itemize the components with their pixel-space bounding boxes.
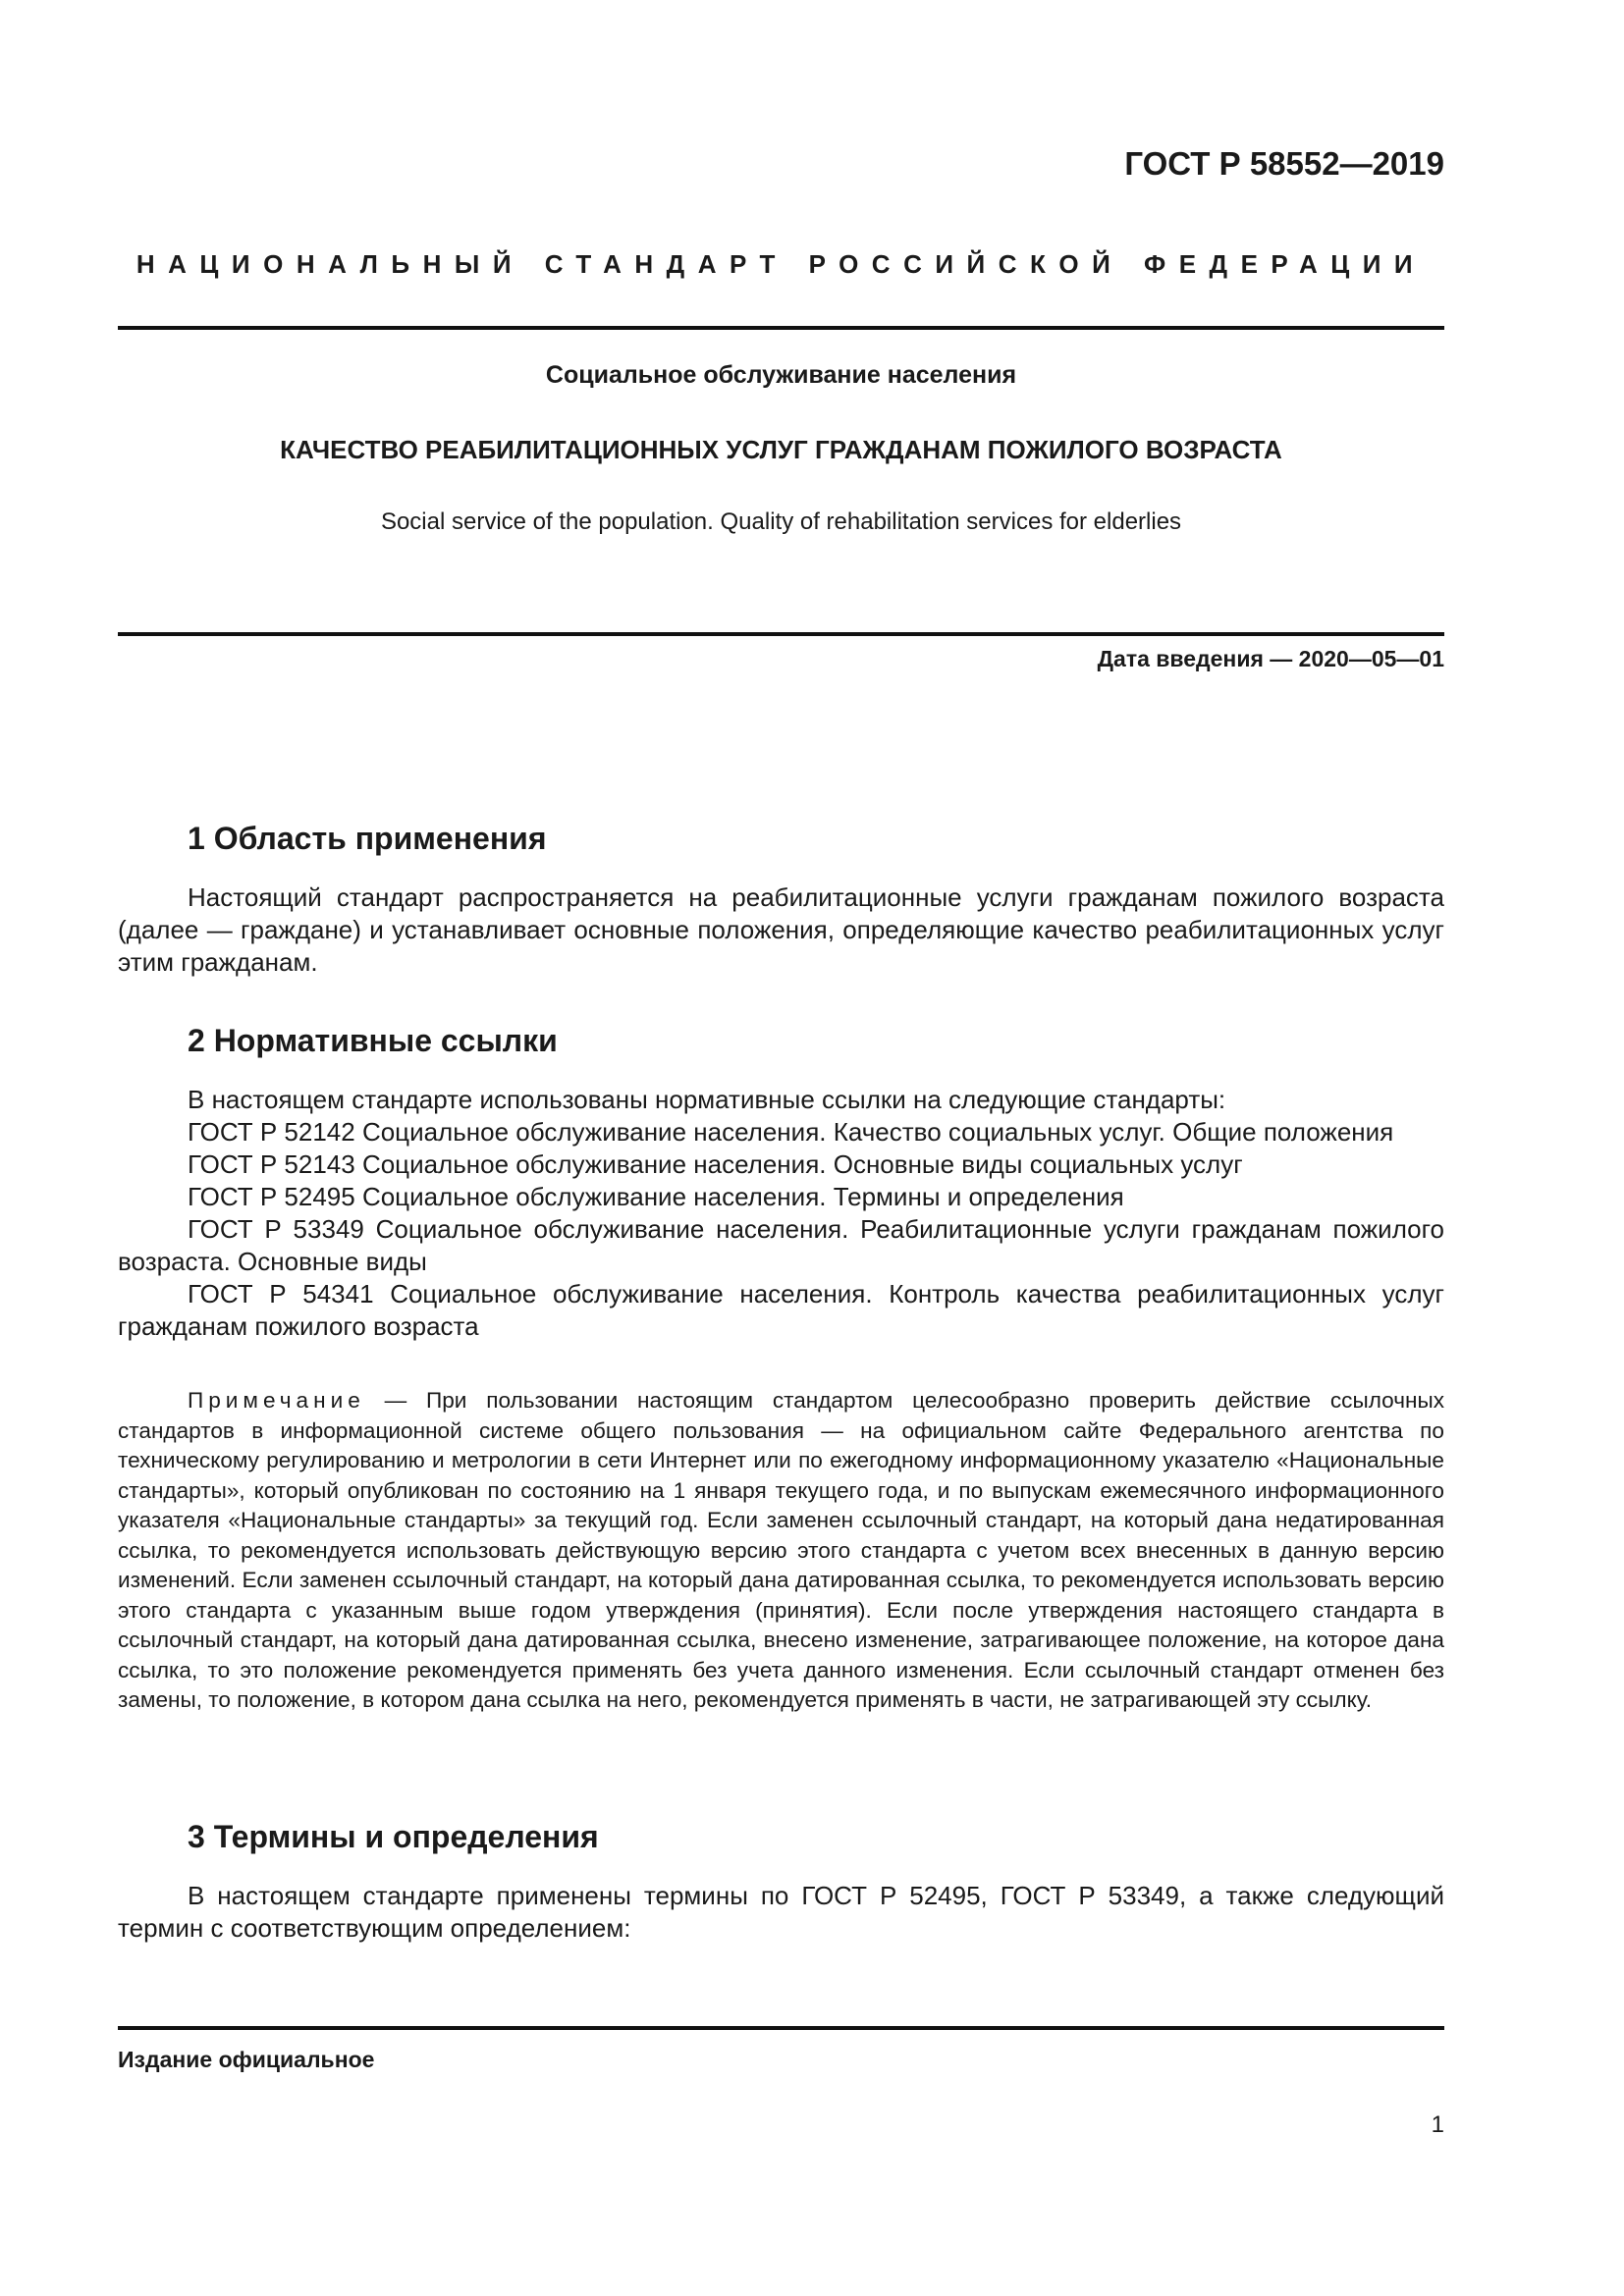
section-2-list: [118, 1084, 1444, 1343]
document-subtitle: Социальное обслуживание населения: [545, 361, 1017, 389]
reference-item: ГОСТ Р 52495 Социальное обслуживание населения. Термины и определения: [188, 1182, 1124, 1211]
top-rule: [118, 326, 1444, 330]
english-title: Social service of the population. Quality of rehabilitation services for elderlies: [380, 508, 1182, 535]
note-label: Примечание: [188, 1388, 365, 1413]
footer-rule: [118, 2026, 1444, 2030]
section-1-paragraph: Настоящий стандарт распространяется на реабилитационные услуги гражданам пожилого возраста (далее — граждане) и устанавливает основные положения, определяющие качество реабилитационных услуг этим гражданам.: [118, 882, 1444, 977]
section-3-heading: 3 Термины и определения: [188, 1819, 599, 1854]
reference-item: ГОСТ Р 52142 Социальное обслуживание населения. Качество социальных услуг. Общие положения: [188, 1117, 1394, 1147]
section-2-heading: 2 Нормативные ссылки: [188, 1023, 558, 1058]
section-1-heading: 1 Область применения: [188, 821, 547, 856]
note-text: — При пользовании настоящим стандартом целесообразно проверить действие ссылочных стандартов в информационной системе общего пользования — на официальном сайте Федерального агентства по техническому регулированию и метрологии в сети Интернет или по ежегодному информационному указателю «Национальные стандарты», который опубликован по состоянию на 1 января текущего года, и по выпускам ежемесячного информационного указателя «Национальные стандарты» за текущий год. Если заменен ссылочный стандарт, на который дана недатированная ссылка, то рекомендуется использовать действующую версию этого стандарта с учетом всех внесенных в данную версию изменений. Если заменен ссылочный стандарт, на который дана датированная ссылка, то рекомендуется использовать версию этого стандарта с указанным выше годом утверждения (принятия). Если после утверждения настоящего стандарта в ссылочный стандарт, на который дана датированная ссылка, внесено изменение, затрагивающее положение, на которое дана ссылка, то это положение рекомендуется применять без учета данного изменения. Если ссылочный стандарт отменен без замены, то положение, в котором дана ссылка на него, рекомендуется применять в части, не затрагивающей эту ссылку.: [118, 1388, 1444, 1712]
section-3-paragraph: В настоящем стандарте применены термины по ГОСТ Р 52495, ГОСТ Р 53349, а также следующий термин с соответствующим определением:: [118, 1881, 1444, 1943]
page-number: 1: [1431, 2111, 1444, 2138]
national-standard-heading: НАЦИОНАЛЬНЫЙ СТАНДАРТ РОССИЙСКОЙ ФЕДЕРАЦИИ: [135, 249, 1427, 279]
document-title: КАЧЕСТВО РЕАБИЛИТАЦИОННЫХ УСЛУГ ГРАЖДАНАМ ПОЖИЛОГО ВОЗРАСТА: [280, 435, 1282, 464]
introduction-date: Дата введения — 2020—05—01: [1097, 646, 1444, 671]
document-code: ГОСТ Р 58552—2019: [1124, 145, 1444, 182]
section-3-text: [118, 1880, 1444, 1945]
section-2-intro: В настоящем стандарте использованы нормативные ссылки на следующие стандарты:: [188, 1085, 1226, 1114]
section-1-text: [118, 881, 1444, 979]
reference-item: ГОСТ Р 52143 Социальное обслуживание населения. Основные виды социальных услуг: [188, 1149, 1243, 1179]
title-rule: [118, 632, 1444, 636]
note-block: [118, 1386, 1444, 1716]
reference-item: ГОСТ Р 54341 Социальное обслуживание населения. Контроль качества реабилитационных услуг гражданам пожилого возраста: [118, 1279, 1444, 1341]
edition-label: Издание официальное: [118, 2047, 375, 2072]
reference-item: ГОСТ Р 53349 Социальное обслуживание населения. Реабилитационные услуги гражданам пожилого возраста. Основные виды: [118, 1214, 1444, 1276]
